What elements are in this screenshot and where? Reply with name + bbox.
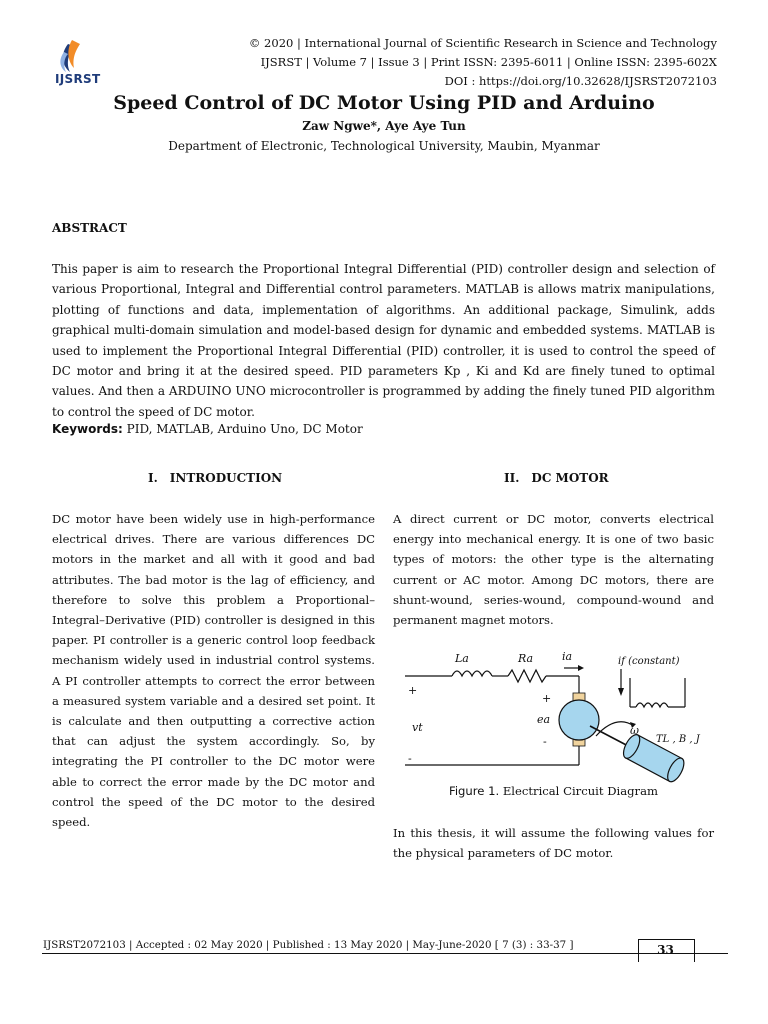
section-1-title: INTRODUCTION — [169, 471, 283, 485]
label-La: La — [455, 652, 469, 665]
footer-rule — [42, 953, 728, 954]
section-2-number: II. — [504, 471, 520, 485]
abstract-heading: ABSTRACT — [52, 221, 127, 235]
header-issn: IJSRST | Volume 7 | Issue 3 | Print ISSN: 2395-6011 | Online ISSN: 2395-602X — [260, 55, 717, 69]
keywords-list: PID, MATLAB, Arduino Uno, DC Motor — [126, 422, 363, 436]
label-plus-left: + — [408, 684, 418, 697]
header-copyright: © 2020 | International Journal of Scientific Research in Science and Technology — [248, 36, 717, 50]
label-ea: ea — [537, 713, 551, 726]
section-2-title: DC MOTOR — [531, 471, 609, 485]
section-2-text: A direct current or DC motor, converts electrical energy into mechanical energy. It is one of two basic types of motors: the other type is the alternating current or AC motor. Among DC motors, there are shunt-wound, series-wound, compound-wound and permanent magnet motors. — [393, 512, 714, 628]
paper-title: Speed Control of DC Motor Using PID and Arduino — [113, 92, 655, 114]
label-Ra: Ra — [518, 652, 534, 665]
paper-authors: Zaw Ngwe*, Aye Aye Tun — [302, 119, 466, 133]
figure-1-caption-text: Electrical Circuit Diagram — [502, 784, 658, 798]
figure-1-label: Figure 1. — [449, 784, 500, 798]
keywords-label: Keywords: — [52, 422, 123, 436]
label-load: TL , B , J — [656, 734, 700, 745]
electrical-circuit-diagram — [400, 642, 718, 784]
section-1-number: I. — [148, 471, 158, 485]
section-2-heading — [504, 471, 609, 485]
section-1-text: DC motor have been widely use in high-performance electrical drives. There are various differences DC motors in the market and all with it good and bad attributes. The bad motor is the lag of efficiency, and therefore to solve this problem a Proportional–Integral–Derivative (PID) controller is designed in this paper. PI controller is a generic control loop feedback mechanism widely used in industrial control systems. A PI controller attempts to correct the error between a measured system variable and a desired set point. It is calculate and then outputting a corrective action that can adjust the system accordingly. So, by integrating the PI controller to the DC motor were able to correct the error made by the DC motor and control the speed of the DC motor to the desired speed. — [52, 512, 375, 830]
keywords-line — [52, 422, 363, 436]
label-minus-left: - — [408, 752, 412, 765]
paper-affiliation: Department of Electronic, Technological University, Maubin, Myanmar — [168, 139, 600, 153]
label-if: if (constant) — [618, 656, 680, 667]
label-omega: ω — [630, 724, 639, 737]
page-number: 33 — [657, 943, 674, 957]
section-1-heading — [148, 471, 282, 485]
label-vt: vt — [412, 721, 423, 734]
label-minus-mid: - — [543, 735, 547, 748]
abstract-text: This paper is aim to research the Proportional Integral Differential (PID) controller design and selection of various Proportional, Integral and Differential control parameters. MATLAB is allows matrix manipulations, plotting of functions and data, implementation of algorithms. An additional package, Simulink, adds graphical multi-domain simulation and model-based design for dynamic and embedded systems. MATLAB is used to implement the Proportional Integral Differential (PID) controller, it is used to control the speed of DC motor and bring it at the desired speed. PID parameters Kp , Ki and Kd are finely tuned to optimal values. And then a ARDUINO UNO microcontroller is programmed by adding the finely tuned PID algorithm to control the speed of DC motor. — [52, 262, 715, 419]
section-2-after-figure-text: In this thesis, it will assume the following values for the physical parameters of DC motor. — [393, 826, 714, 861]
figure-1-caption — [393, 784, 714, 798]
footer-citation: IJSRST2072103 | Accepted : 02 May 2020 | Published : 13 May 2020 | May-June-2020 [ 7 (3) : 33-37 ] — [43, 939, 574, 951]
logo-text: IJSRST — [55, 72, 101, 86]
label-plus-mid: + — [542, 692, 552, 705]
label-ia: ia — [562, 650, 573, 663]
header-doi[interactable]: DOI : https://doi.org/10.32628/IJSRST2072103 — [444, 74, 717, 88]
